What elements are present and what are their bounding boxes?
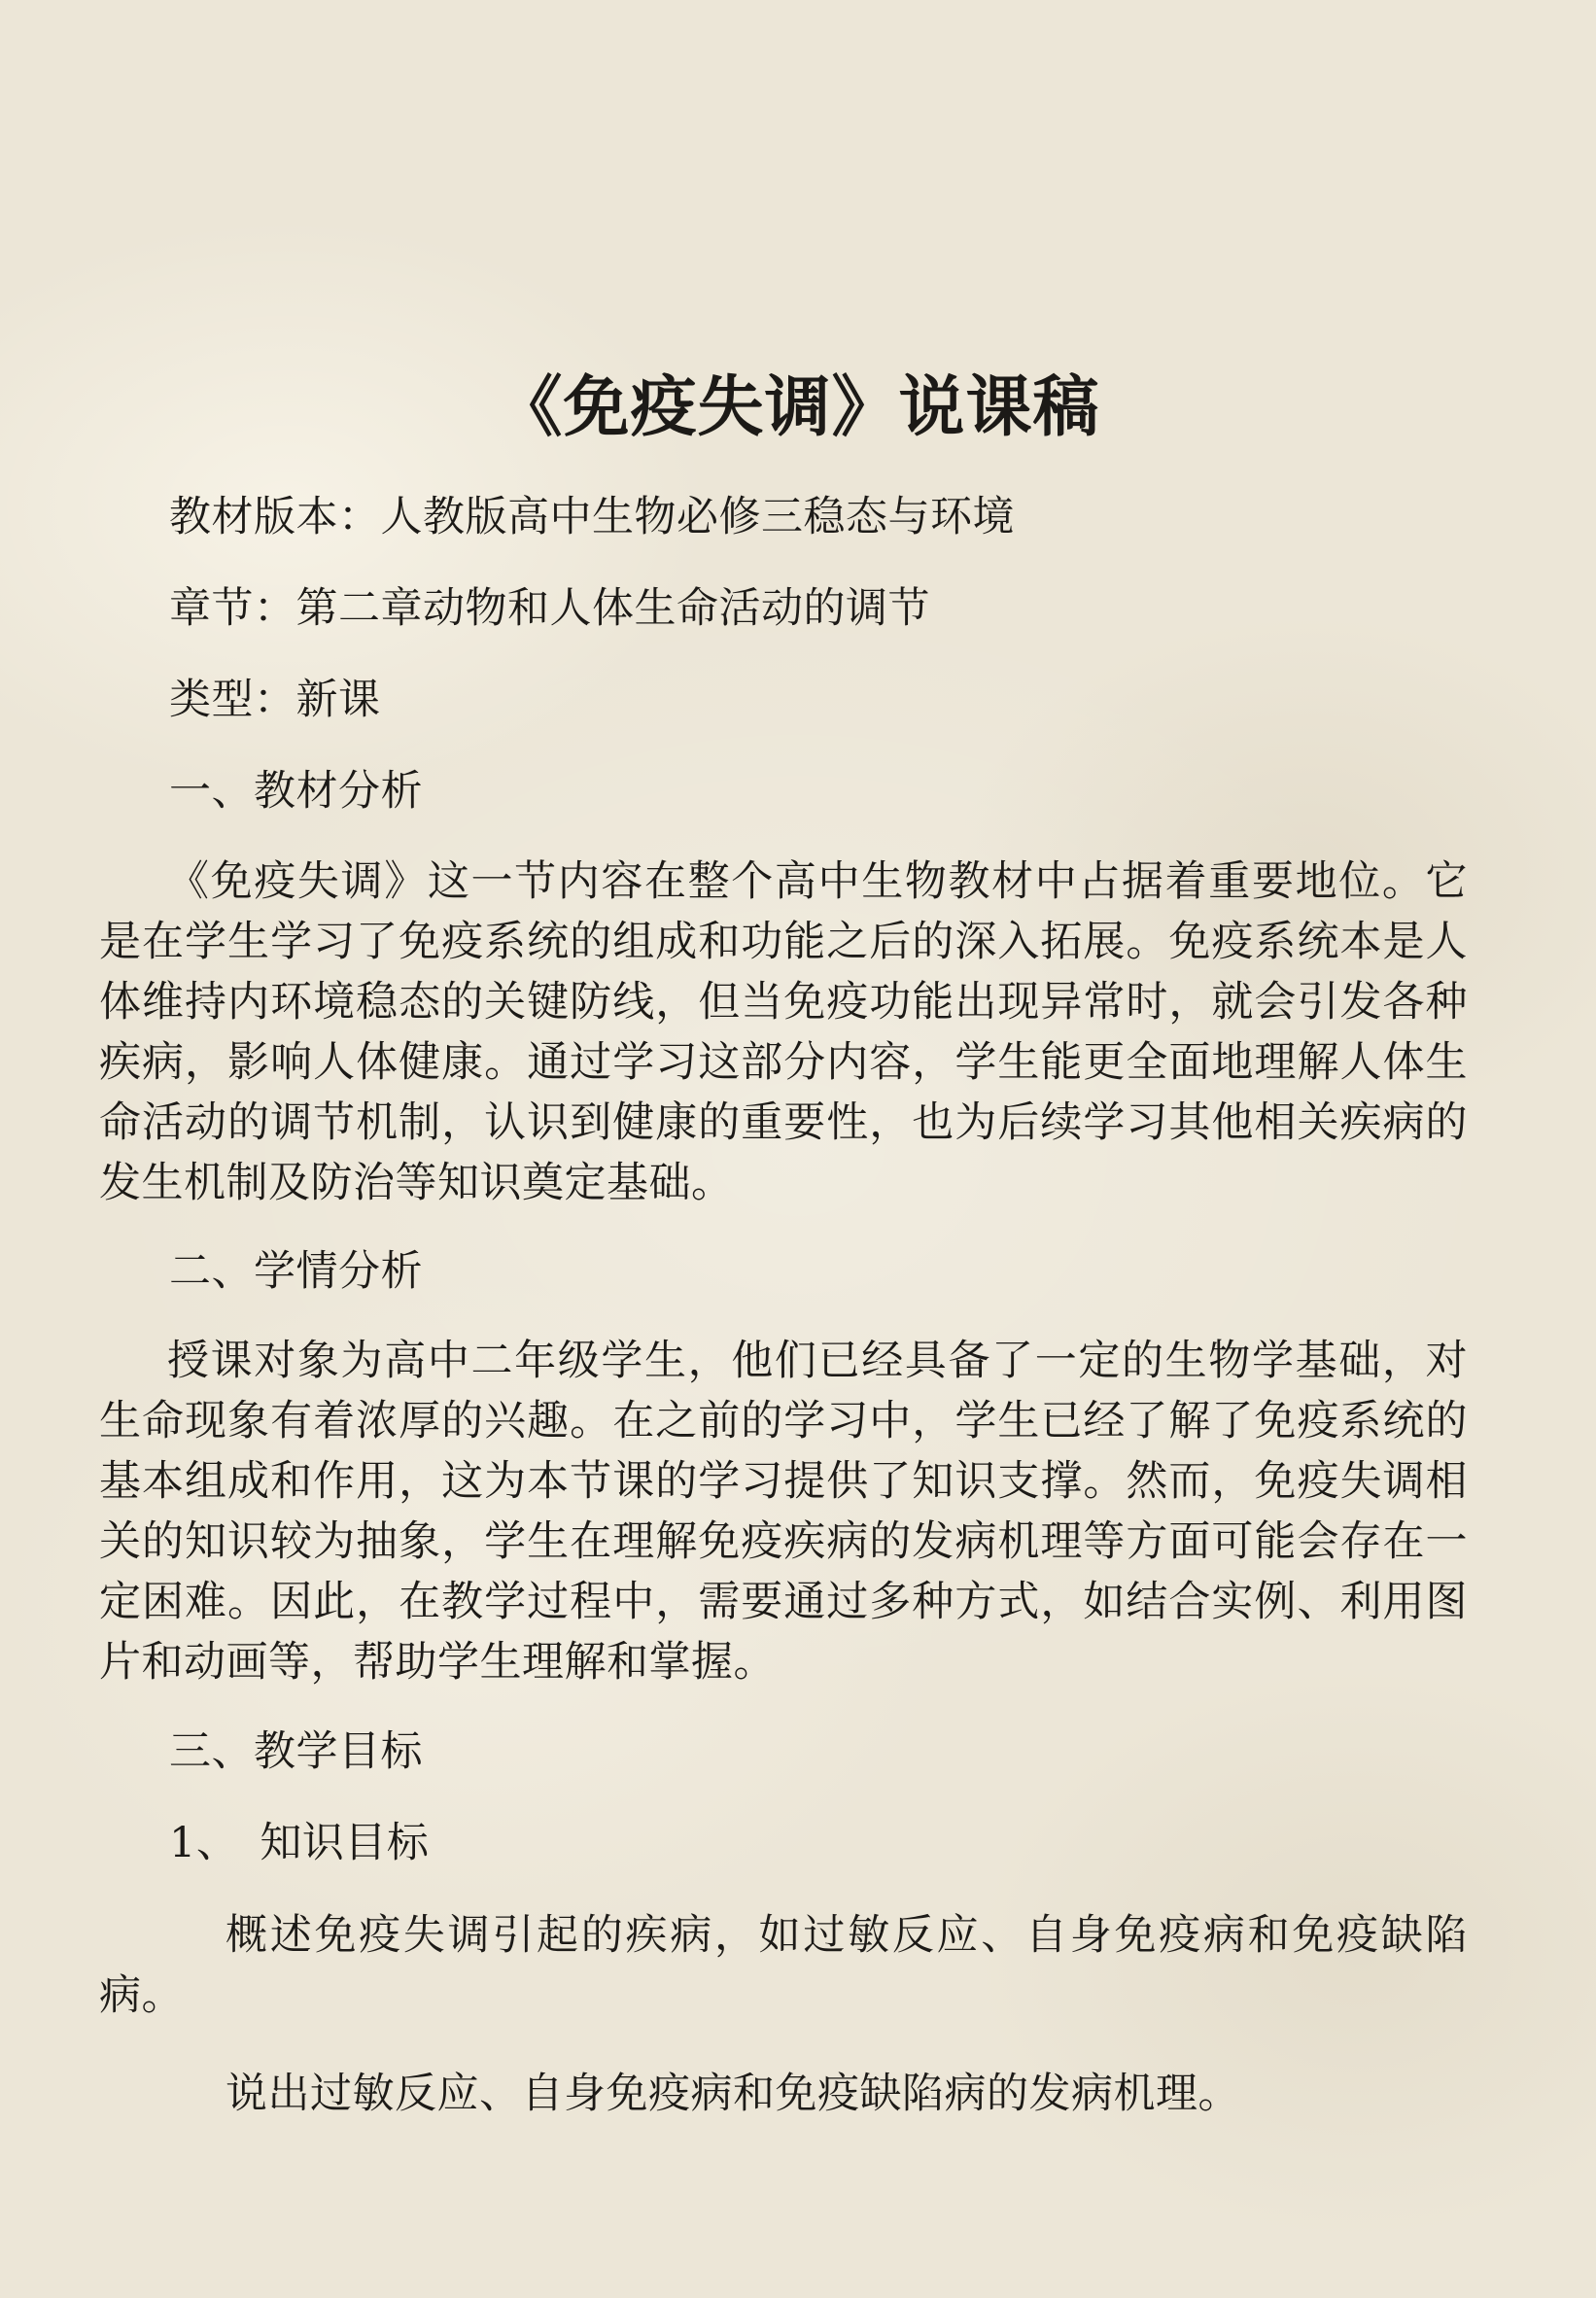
subheading-knowledge-goals: 1、 知识目标	[169, 1819, 430, 1867]
section-heading-teaching-goals: 三、教学目标	[169, 1727, 423, 1776]
meta-edition: 教材版本：人教版高中生物必修三稳态与环境	[169, 493, 1015, 541]
section-heading-learner-analysis: 二、学情分析	[169, 1247, 423, 1296]
section-heading-textbook-analysis: 一、教材分析	[169, 767, 423, 816]
document-title: 《免疫失调》说课稿	[496, 368, 1100, 446]
paragraph-learner-analysis: 授课对象为高中二年级学生，他们已经具备了一定的生物学基础，对生命现象有着浓厚的兴趣。在之前的学习中，学生已经了解了免疫系统的基本组成和作用，这为本节课的学习提供了知识支撑。然而，免疫失调相关的知识较为抽象，学生在理解免疫疾病的发病机理等方面可能会存在一定困难。因此，在教学过程中，需要通过多种方式，如结合实例、利用图片和动画等，帮助学生理解和掌握。	[99, 1337, 1468, 1687]
meta-chapter: 章节：第二章动物和人体生命活动的调节	[169, 584, 930, 633]
meta-type: 类型：新课	[169, 676, 381, 724]
paragraph-textbook-analysis: 《免疫失调》这一节内容在整个高中生物教材中占据着重要地位。它是在学生学习了免疫系统的组成和功能之后的深入拓展。免疫系统本是人体维持内环境稳态的关键防线，但当免疫功能出现异常时，就会引发各种疾病，影响人体健康。通过学习这部分内容，学生能更全面地理解人体生命活动的调节机制，认识到健康的重要性，也为后续学习其他相关疾病的发生机制及防治等知识奠定基础。	[99, 857, 1468, 1207]
goal-item-1: 概述免疫失调引起的疾病，如过敏反应、自身免疫病和免疫缺陷病。	[99, 1911, 1468, 2020]
goal-item-2: 说出过敏反应、自身免疫病和免疫缺陷病的发病机理。	[226, 2070, 1240, 2118]
